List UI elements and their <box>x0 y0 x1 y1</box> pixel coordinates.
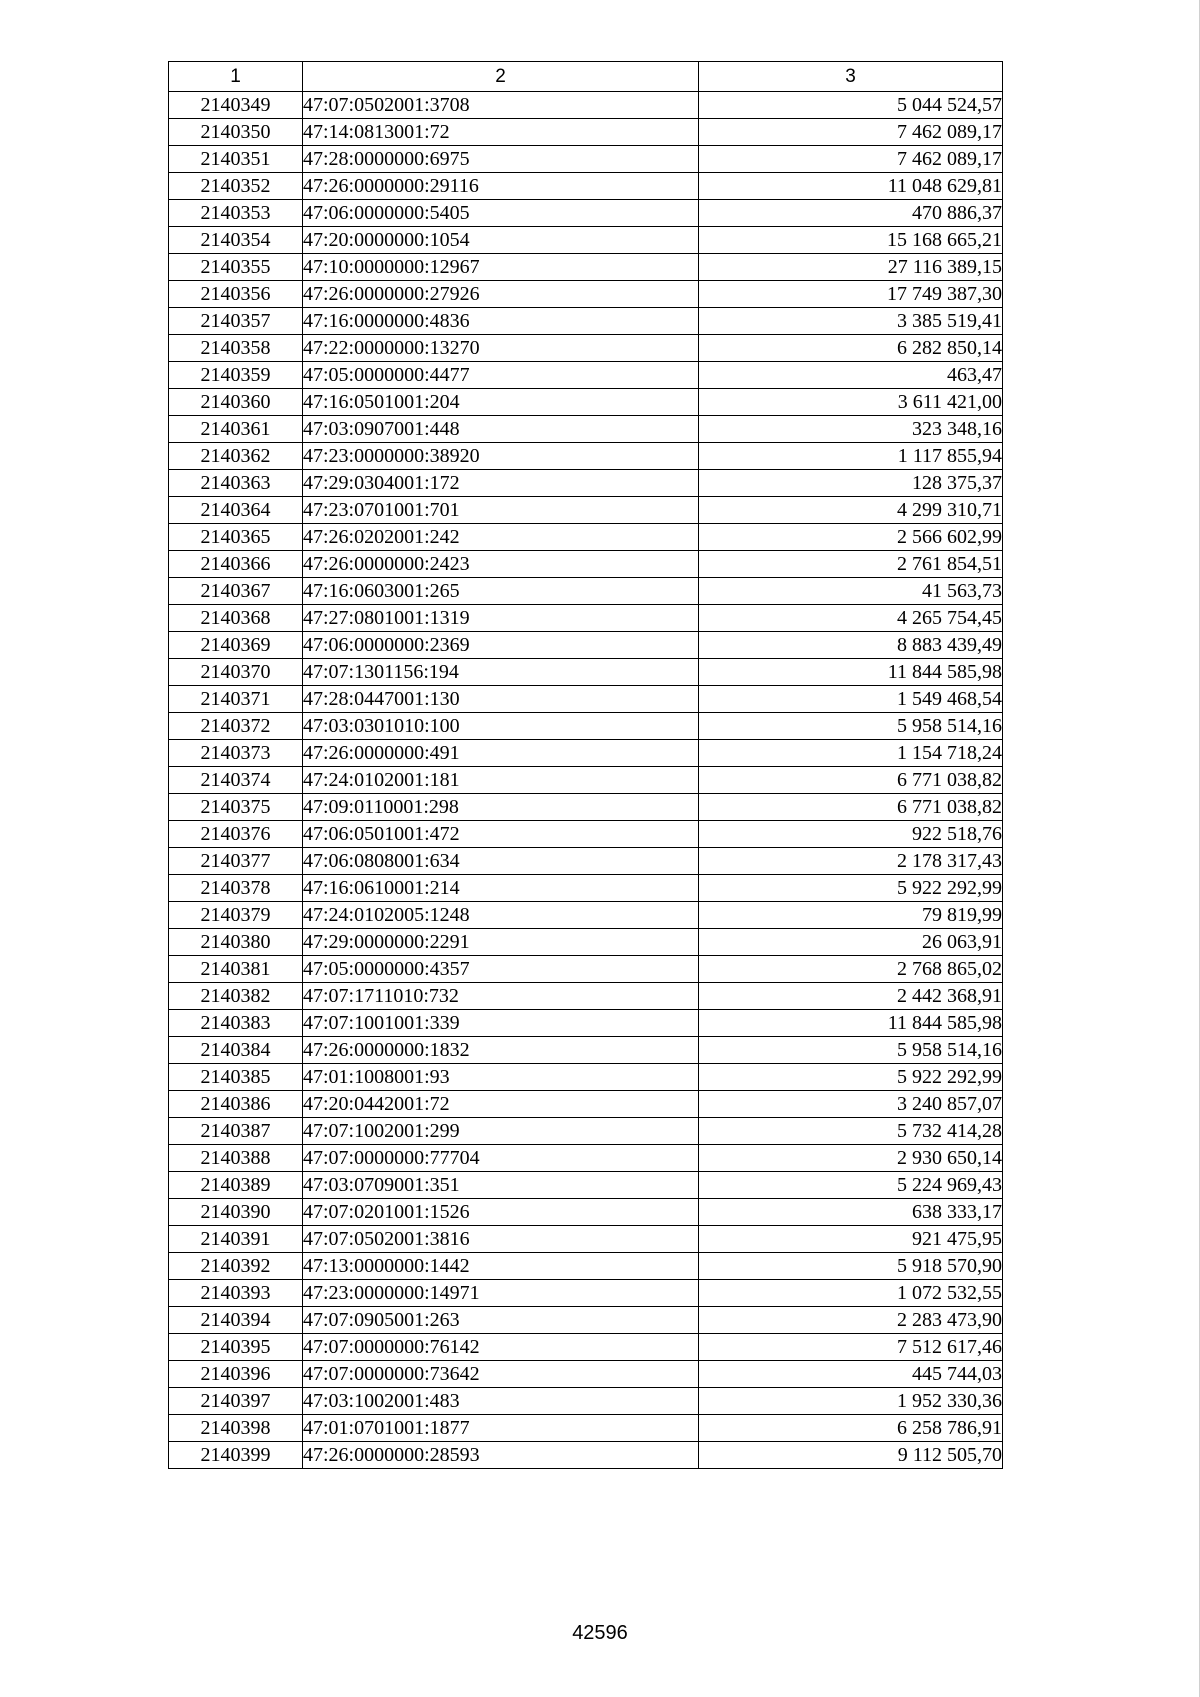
table-row <box>169 1199 1003 1226</box>
row-number-cell: 2140368 <box>169 605 303 632</box>
table-row <box>169 632 1003 659</box>
cadastral-number-cell: 47:05:0000000:4477 <box>303 362 699 389</box>
table-row <box>169 1118 1003 1145</box>
cadastral-value-cell: 2 178 317,43 <box>699 848 1003 875</box>
cadastral-number-cell: 47:26:0000000:1832 <box>303 1037 699 1064</box>
cadastral-number-cell: 47:07:1002001:299 <box>303 1118 699 1145</box>
row-number-cell: 2140353 <box>169 200 303 227</box>
cadastral-number-cell: 47:03:0907001:448 <box>303 416 699 443</box>
table-row <box>169 389 1003 416</box>
row-number-cell: 2140386 <box>169 1091 303 1118</box>
cadastral-value-cell: 26 063,91 <box>699 929 1003 956</box>
row-number-cell: 2140398 <box>169 1415 303 1442</box>
cadastral-value-cell: 2 566 602,99 <box>699 524 1003 551</box>
table-row <box>169 335 1003 362</box>
cadastral-value-cell: 3 240 857,07 <box>699 1091 1003 1118</box>
table-row <box>169 1442 1003 1469</box>
cadastral-number-cell: 47:06:0000000:2369 <box>303 632 699 659</box>
cadastral-number-cell: 47:06:0000000:5405 <box>303 200 699 227</box>
cadastral-value-cell: 17 749 387,30 <box>699 281 1003 308</box>
row-number-cell: 2140354 <box>169 227 303 254</box>
cadastral-value-cell: 8 883 439,49 <box>699 632 1003 659</box>
table-row <box>169 794 1003 821</box>
row-number-cell: 2140370 <box>169 659 303 686</box>
row-number-cell: 2140357 <box>169 308 303 335</box>
cadastral-number-cell: 47:29:0000000:2291 <box>303 929 699 956</box>
cadastral-value-table <box>168 61 1003 1469</box>
cadastral-value-cell: 11 844 585,98 <box>699 1010 1003 1037</box>
table-row <box>169 1037 1003 1064</box>
row-number-cell: 2140399 <box>169 1442 303 1469</box>
row-number-cell: 2140378 <box>169 875 303 902</box>
table-row <box>169 1010 1003 1037</box>
cadastral-number-cell: 47:16:0603001:265 <box>303 578 699 605</box>
row-number-cell: 2140364 <box>169 497 303 524</box>
cadastral-value-cell: 638 333,17 <box>699 1199 1003 1226</box>
cadastral-number-cell: 47:03:1002001:483 <box>303 1388 699 1415</box>
table-row <box>169 254 1003 281</box>
column-header-2: 2 <box>303 62 699 92</box>
row-number-cell: 2140379 <box>169 902 303 929</box>
row-number-cell: 2140373 <box>169 740 303 767</box>
table-row <box>169 983 1003 1010</box>
table-row <box>169 1280 1003 1307</box>
cadastral-number-cell: 47:27:0801001:1319 <box>303 605 699 632</box>
row-number-cell: 2140389 <box>169 1172 303 1199</box>
cadastral-number-cell: 47:24:0102005:1248 <box>303 902 699 929</box>
cadastral-value-cell: 470 886,37 <box>699 200 1003 227</box>
table-row <box>169 524 1003 551</box>
row-number-cell: 2140349 <box>169 92 303 119</box>
row-number-cell: 2140356 <box>169 281 303 308</box>
cadastral-number-cell: 47:07:0000000:77704 <box>303 1145 699 1172</box>
table-row <box>169 146 1003 173</box>
row-number-cell: 2140396 <box>169 1361 303 1388</box>
row-number-cell: 2140367 <box>169 578 303 605</box>
table-row <box>169 686 1003 713</box>
table-row <box>169 1172 1003 1199</box>
cadastral-number-cell: 47:07:0502001:3708 <box>303 92 699 119</box>
row-number-cell: 2140366 <box>169 551 303 578</box>
table-row <box>169 362 1003 389</box>
cadastral-value-cell: 1 117 855,94 <box>699 443 1003 470</box>
table-row <box>169 1361 1003 1388</box>
cadastral-value-cell: 2 761 854,51 <box>699 551 1003 578</box>
table-row <box>169 578 1003 605</box>
table-row <box>169 227 1003 254</box>
cadastral-value-cell: 5 958 514,16 <box>699 713 1003 740</box>
row-number-cell: 2140393 <box>169 1280 303 1307</box>
row-number-cell: 2140372 <box>169 713 303 740</box>
table-row <box>169 605 1003 632</box>
cadastral-value-cell: 1 952 330,36 <box>699 1388 1003 1415</box>
row-number-cell: 2140371 <box>169 686 303 713</box>
row-number-cell: 2140387 <box>169 1118 303 1145</box>
cadastral-number-cell: 47:10:0000000:12967 <box>303 254 699 281</box>
cadastral-value-cell: 27 116 389,15 <box>699 254 1003 281</box>
cadastral-number-cell: 47:14:0813001:72 <box>303 119 699 146</box>
cadastral-number-cell: 47:03:0709001:351 <box>303 1172 699 1199</box>
cadastral-number-cell: 47:24:0102001:181 <box>303 767 699 794</box>
cadastral-number-cell: 47:26:0202001:242 <box>303 524 699 551</box>
cadastral-number-cell: 47:16:0610001:214 <box>303 875 699 902</box>
table-header-row <box>169 62 1003 92</box>
table-row <box>169 740 1003 767</box>
cadastral-value-cell: 5 918 570,90 <box>699 1253 1003 1280</box>
row-number-cell: 2140394 <box>169 1307 303 1334</box>
cadastral-value-cell: 41 563,73 <box>699 578 1003 605</box>
row-number-cell: 2140376 <box>169 821 303 848</box>
row-number-cell: 2140361 <box>169 416 303 443</box>
cadastral-number-cell: 47:03:0301010:100 <box>303 713 699 740</box>
table-row <box>169 1388 1003 1415</box>
row-number-cell: 2140391 <box>169 1226 303 1253</box>
cadastral-value-cell: 2 930 650,14 <box>699 1145 1003 1172</box>
cadastral-value-cell: 128 375,37 <box>699 470 1003 497</box>
cadastral-number-cell: 47:28:0000000:6975 <box>303 146 699 173</box>
cadastral-value-cell: 7 512 617,46 <box>699 1334 1003 1361</box>
row-number-cell: 2140352 <box>169 173 303 200</box>
column-header-3: 3 <box>699 62 1003 92</box>
cadastral-value-cell: 2 768 865,02 <box>699 956 1003 983</box>
cadastral-number-cell: 47:20:0000000:1054 <box>303 227 699 254</box>
cadastral-value-cell: 463,47 <box>699 362 1003 389</box>
cadastral-value-cell: 6 258 786,91 <box>699 1415 1003 1442</box>
cadastral-value-cell: 11 048 629,81 <box>699 173 1003 200</box>
table-row <box>169 1064 1003 1091</box>
row-number-cell: 2140359 <box>169 362 303 389</box>
cadastral-number-cell: 47:01:1008001:93 <box>303 1064 699 1091</box>
table-row <box>169 416 1003 443</box>
table-row <box>169 497 1003 524</box>
row-number-cell: 2140365 <box>169 524 303 551</box>
table-row <box>169 1145 1003 1172</box>
cadastral-number-cell: 47:22:0000000:13270 <box>303 335 699 362</box>
cadastral-number-cell: 47:06:0501001:472 <box>303 821 699 848</box>
row-number-cell: 2140382 <box>169 983 303 1010</box>
row-number-cell: 2140381 <box>169 956 303 983</box>
row-number-cell: 2140369 <box>169 632 303 659</box>
row-number-cell: 2140351 <box>169 146 303 173</box>
cadastral-value-cell: 1 549 468,54 <box>699 686 1003 713</box>
cadastral-value-cell: 9 112 505,70 <box>699 1442 1003 1469</box>
table-row <box>169 1415 1003 1442</box>
table-row <box>169 713 1003 740</box>
cadastral-value-cell: 2 283 473,90 <box>699 1307 1003 1334</box>
cadastral-number-cell: 47:20:0442001:72 <box>303 1091 699 1118</box>
table-row <box>169 848 1003 875</box>
row-number-cell: 2140384 <box>169 1037 303 1064</box>
cadastral-value-cell: 922 518,76 <box>699 821 1003 848</box>
row-number-cell: 2140360 <box>169 389 303 416</box>
cadastral-value-cell: 4 265 754,45 <box>699 605 1003 632</box>
row-number-cell: 2140388 <box>169 1145 303 1172</box>
cadastral-value-cell: 323 348,16 <box>699 416 1003 443</box>
cadastral-number-cell: 47:07:1301156:194 <box>303 659 699 686</box>
table-body <box>169 92 1003 1469</box>
cadastral-value-cell: 3 611 421,00 <box>699 389 1003 416</box>
cadastral-value-cell: 5 224 969,43 <box>699 1172 1003 1199</box>
table-row <box>169 659 1003 686</box>
cadastral-value-cell: 11 844 585,98 <box>699 659 1003 686</box>
table-row <box>169 767 1003 794</box>
cadastral-number-cell: 47:09:0110001:298 <box>303 794 699 821</box>
row-number-cell: 2140383 <box>169 1010 303 1037</box>
row-number-cell: 2140377 <box>169 848 303 875</box>
cadastral-value-cell: 5 922 292,99 <box>699 875 1003 902</box>
row-number-cell: 2140385 <box>169 1064 303 1091</box>
cadastral-value-cell: 7 462 089,17 <box>699 119 1003 146</box>
cadastral-value-cell: 5 044 524,57 <box>699 92 1003 119</box>
table-row <box>169 1307 1003 1334</box>
table-row <box>169 551 1003 578</box>
table-row <box>169 119 1003 146</box>
row-number-cell: 2140374 <box>169 767 303 794</box>
table-row <box>169 173 1003 200</box>
table-row <box>169 200 1003 227</box>
table-row <box>169 956 1003 983</box>
cadastral-number-cell: 47:07:0201001:1526 <box>303 1199 699 1226</box>
cadastral-number-cell: 47:16:0501001:204 <box>303 389 699 416</box>
row-number-cell: 2140375 <box>169 794 303 821</box>
cadastral-value-cell: 7 462 089,17 <box>699 146 1003 173</box>
row-number-cell: 2140397 <box>169 1388 303 1415</box>
cadastral-value-cell: 6 282 850,14 <box>699 335 1003 362</box>
cadastral-number-cell: 47:07:0000000:73642 <box>303 1361 699 1388</box>
table-row <box>169 1091 1003 1118</box>
table-row <box>169 470 1003 497</box>
row-number-cell: 2140380 <box>169 929 303 956</box>
row-number-cell: 2140358 <box>169 335 303 362</box>
row-number-cell: 2140392 <box>169 1253 303 1280</box>
cadastral-number-cell: 47:26:0000000:29116 <box>303 173 699 200</box>
cadastral-value-cell: 15 168 665,21 <box>699 227 1003 254</box>
cadastral-number-cell: 47:07:0000000:76142 <box>303 1334 699 1361</box>
column-header-1: 1 <box>169 62 303 92</box>
table-row <box>169 929 1003 956</box>
cadastral-value-cell: 2 442 368,91 <box>699 983 1003 1010</box>
row-number-cell: 2140355 <box>169 254 303 281</box>
row-number-cell: 2140362 <box>169 443 303 470</box>
cadastral-number-cell: 47:26:0000000:27926 <box>303 281 699 308</box>
cadastral-value-cell: 5 732 414,28 <box>699 1118 1003 1145</box>
page-number: 42596 <box>572 1622 628 1644</box>
cadastral-value-cell: 1 154 718,24 <box>699 740 1003 767</box>
cadastral-number-cell: 47:07:0502001:3816 <box>303 1226 699 1253</box>
cadastral-number-cell: 47:07:1711010:732 <box>303 983 699 1010</box>
table-row <box>169 1334 1003 1361</box>
cadastral-value-cell: 1 072 532,55 <box>699 1280 1003 1307</box>
cadastral-number-cell: 47:05:0000000:4357 <box>303 956 699 983</box>
row-number-cell: 2140390 <box>169 1199 303 1226</box>
row-number-cell: 2140363 <box>169 470 303 497</box>
table-row <box>169 92 1003 119</box>
cadastral-number-cell: 47:07:1001001:339 <box>303 1010 699 1037</box>
cadastral-number-cell: 47:26:0000000:28593 <box>303 1442 699 1469</box>
cadastral-number-cell: 47:13:0000000:1442 <box>303 1253 699 1280</box>
table-row <box>169 281 1003 308</box>
cadastral-number-cell: 47:23:0701001:701 <box>303 497 699 524</box>
cadastral-value-cell: 3 385 519,41 <box>699 308 1003 335</box>
row-number-cell: 2140395 <box>169 1334 303 1361</box>
cadastral-number-cell: 47:26:0000000:491 <box>303 740 699 767</box>
row-number-cell: 2140350 <box>169 119 303 146</box>
cadastral-number-cell: 47:23:0000000:14971 <box>303 1280 699 1307</box>
cadastral-value-cell: 6 771 038,82 <box>699 794 1003 821</box>
cadastral-number-cell: 47:29:0304001:172 <box>303 470 699 497</box>
cadastral-number-cell: 47:28:0447001:130 <box>303 686 699 713</box>
cadastral-number-cell: 47:26:0000000:2423 <box>303 551 699 578</box>
table-row <box>169 875 1003 902</box>
cadastral-value-cell: 921 475,95 <box>699 1226 1003 1253</box>
cadastral-value-cell: 6 771 038,82 <box>699 767 1003 794</box>
table-row <box>169 821 1003 848</box>
cadastral-number-cell: 47:01:0701001:1877 <box>303 1415 699 1442</box>
table-row <box>169 308 1003 335</box>
cadastral-number-cell: 47:16:0000000:4836 <box>303 308 699 335</box>
cadastral-value-cell: 4 299 310,71 <box>699 497 1003 524</box>
cadastral-number-cell: 47:07:0905001:263 <box>303 1307 699 1334</box>
table-row <box>169 443 1003 470</box>
table-row <box>169 1226 1003 1253</box>
table-row <box>169 1253 1003 1280</box>
cadastral-number-cell: 47:23:0000000:38920 <box>303 443 699 470</box>
cadastral-value-cell: 445 744,03 <box>699 1361 1003 1388</box>
table-row <box>169 902 1003 929</box>
cadastral-number-cell: 47:06:0808001:634 <box>303 848 699 875</box>
cadastral-value-cell: 5 922 292,99 <box>699 1064 1003 1091</box>
cadastral-value-cell: 79 819,99 <box>699 902 1003 929</box>
cadastral-value-cell: 5 958 514,16 <box>699 1037 1003 1064</box>
